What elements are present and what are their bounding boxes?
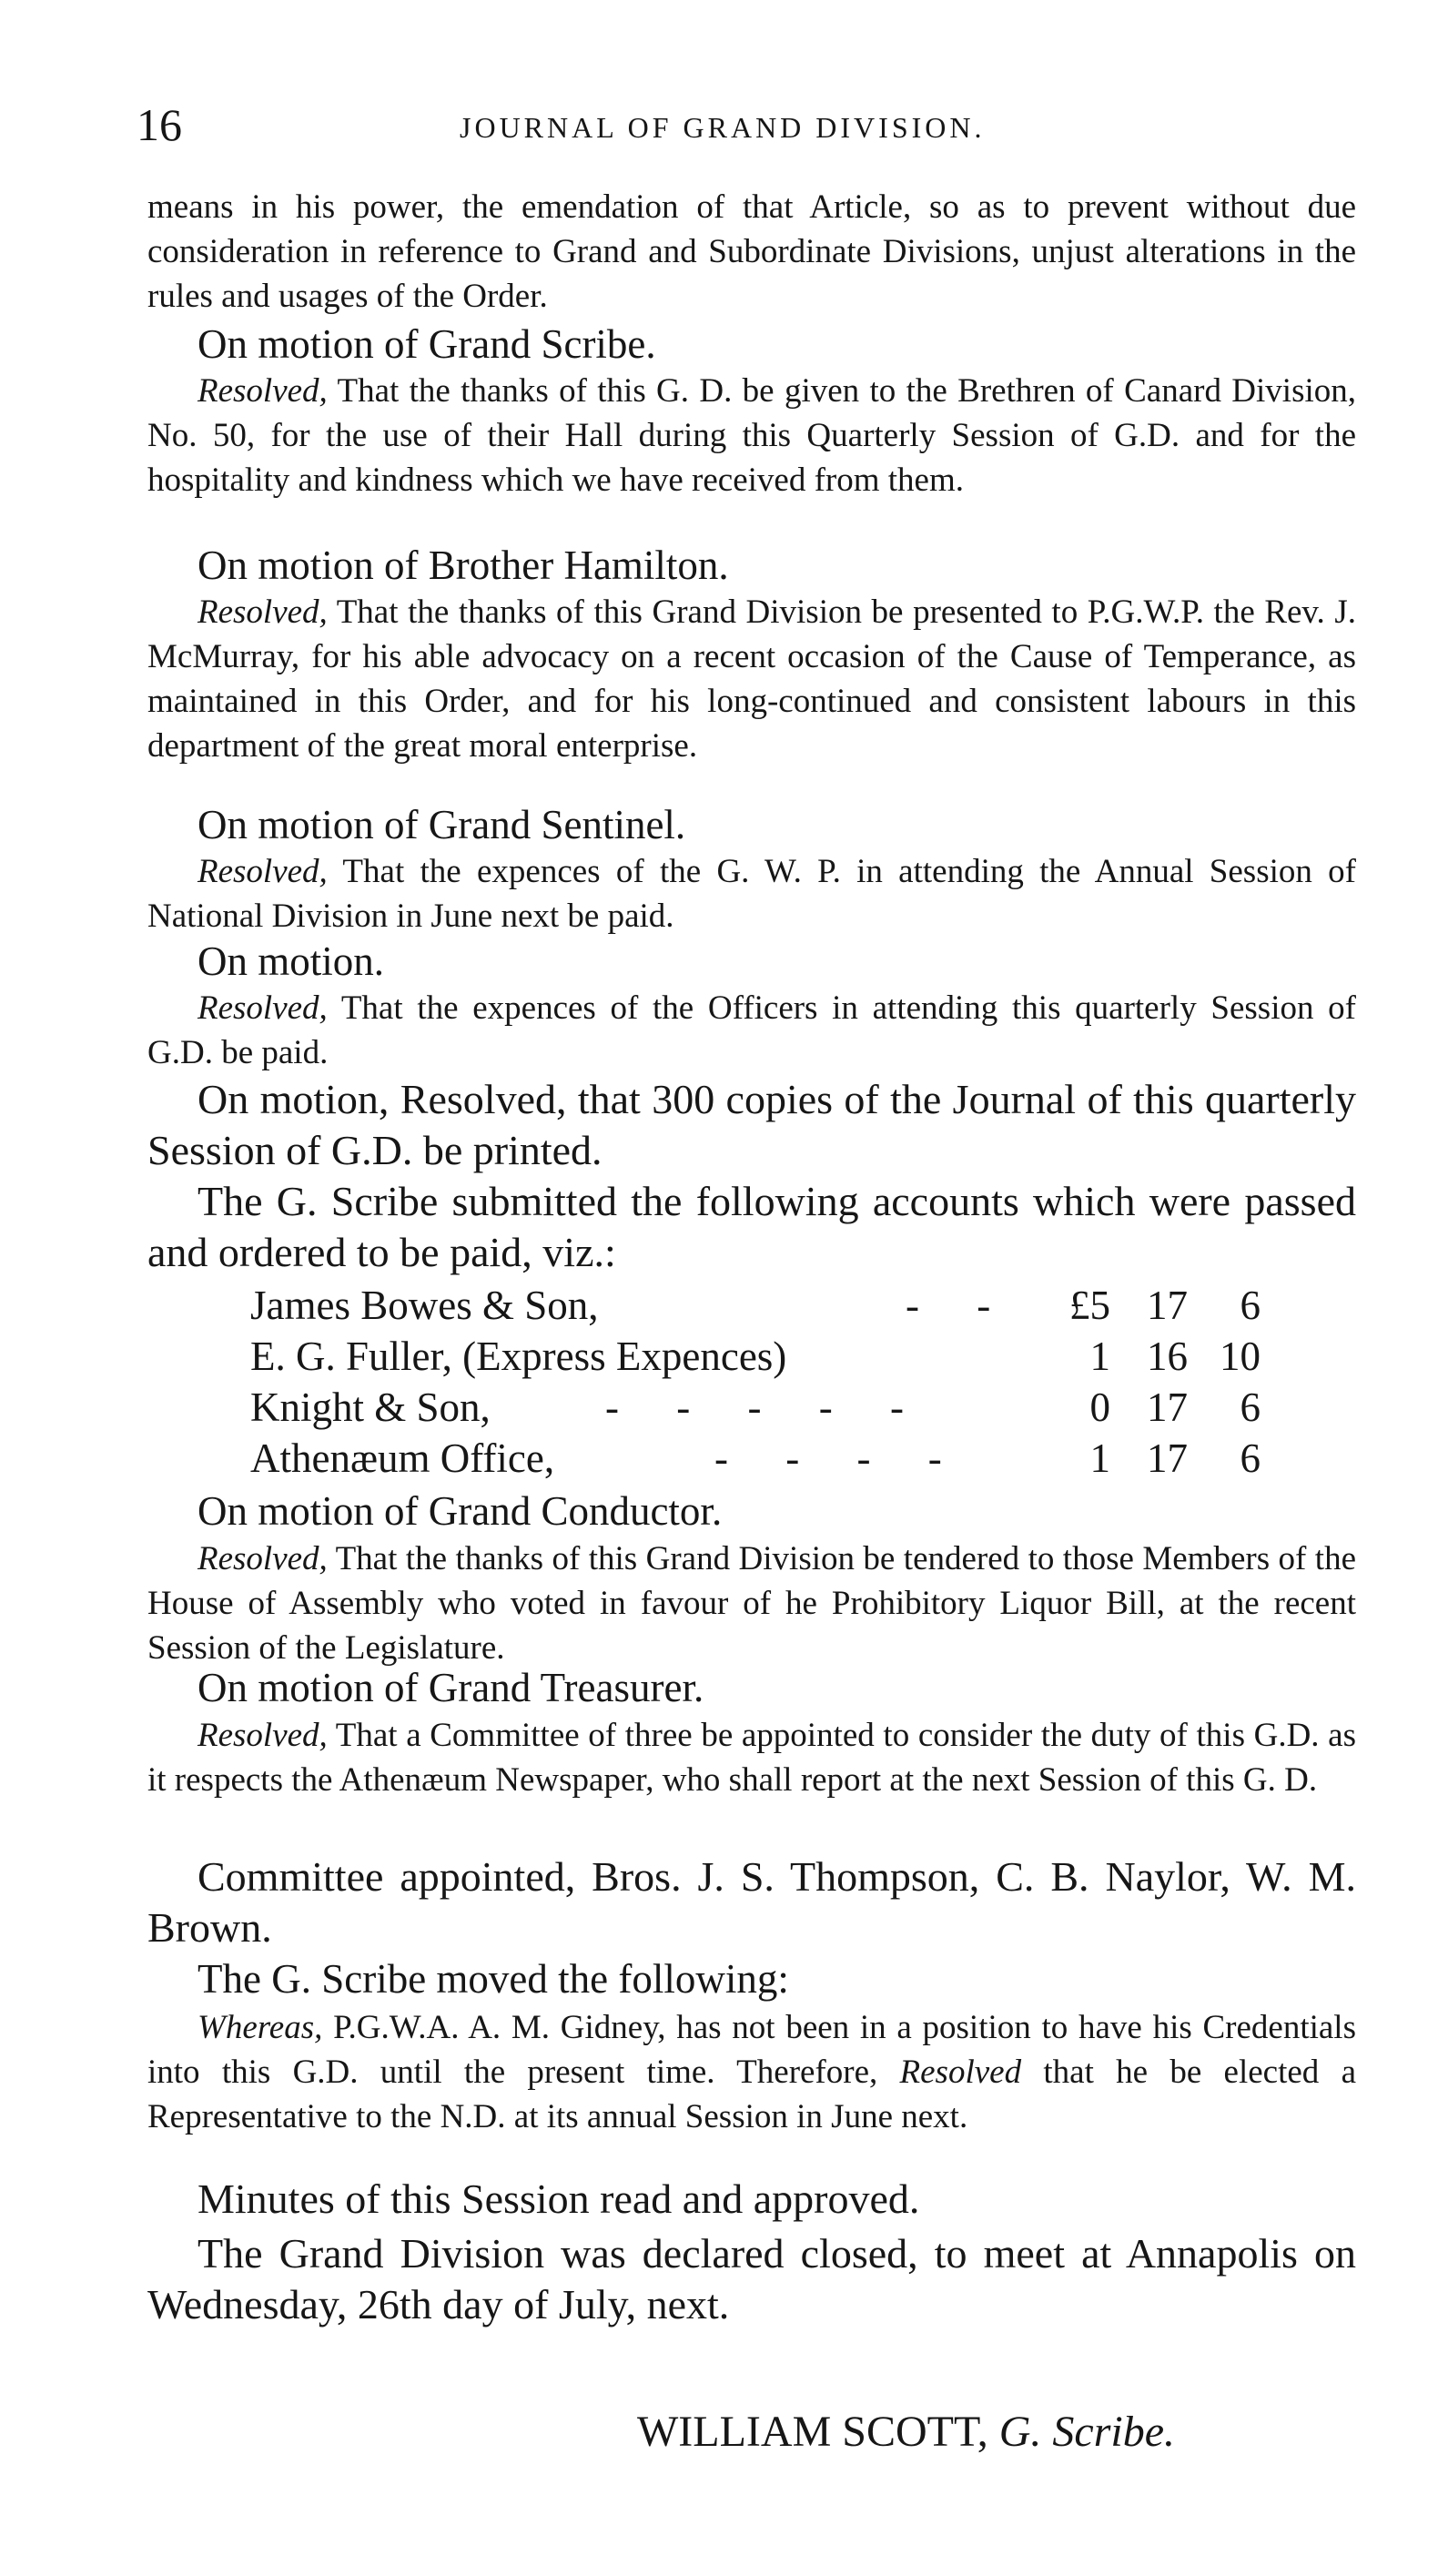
paragraph-text: The G. Scribe submitted the following accounts which were passed and ordered to be paid, viz.: xyxy=(147,1178,1356,1275)
paragraph-text: The Grand Division was declared closed, to meet at Annapolis on Wednesday, 26th day of July, next. xyxy=(147,2230,1356,2328)
leader-dashes: - - xyxy=(906,1283,1015,1328)
account-pounds: 1 xyxy=(1089,1435,1110,1481)
page-number: 16 xyxy=(137,99,182,150)
resolution-text: That a Committee of three be appointed to consider the duty of this G.D. as it respects the Athenæum Newspaper, who shall report at the next Session of this G. D. xyxy=(147,1717,1356,1799)
account-pounds: 1 xyxy=(1089,1334,1110,1379)
paragraph-text: On motion, Resolved, that 300 copies of the Journal of this quarterly Session of G.D. be printed. xyxy=(147,1076,1356,1173)
resolution xyxy=(147,369,1356,502)
resolution-label: Resolved, xyxy=(197,372,328,410)
resolution-label: Resolved, xyxy=(197,593,328,631)
motion-heading: On motion of Grand Scribe. xyxy=(197,321,656,367)
continued-paragraph xyxy=(147,185,1356,319)
resolution xyxy=(147,986,1356,1075)
leader-dashes: - - - - xyxy=(714,1435,966,1481)
account-name: James Bowes & Son, xyxy=(250,1283,599,1328)
motion-heading: On motion. xyxy=(197,938,385,984)
account-row xyxy=(250,1280,1261,1331)
account-pence: 6 xyxy=(1240,1283,1261,1328)
account-name: E. G. Fuller, (Express Expences) xyxy=(250,1334,787,1379)
accounts-intro xyxy=(147,1176,1356,1278)
motion-heading: On motion of Grand Sentinel. xyxy=(197,802,686,847)
account-shillings: 17 xyxy=(1147,1283,1188,1328)
account-pence: 6 xyxy=(1240,1435,1261,1481)
resolution-text: That the expences of the G. W. P. in attending the Annual Session of National Division in June next be paid. xyxy=(147,853,1356,935)
resolution-label: Resolved, xyxy=(197,853,328,890)
account-name: Knight & Son, xyxy=(250,1384,491,1430)
account-row xyxy=(250,1382,1261,1433)
resolution xyxy=(147,849,1356,938)
account-pounds: £5 xyxy=(1069,1283,1110,1328)
resolution-text: That the thanks of this G. D. be given to the Brethren of Canard Division, No. 50, for the use of their Hall during this Quarterly Session of G.D. and for the hospitality and kindness which we have received from them. xyxy=(147,372,1356,499)
motion-heading: On motion of Grand Treasurer. xyxy=(197,1665,704,1710)
account-pence: 6 xyxy=(1240,1384,1261,1430)
account-name: Athenæum Office, xyxy=(250,1435,555,1481)
account-shillings: 17 xyxy=(1147,1384,1188,1430)
signature-name: WILLIAM SCOTT, xyxy=(637,2408,988,2456)
leader-dashes: - - - - - xyxy=(605,1384,927,1430)
whereas-label: Whereas, xyxy=(197,2009,323,2046)
resolution xyxy=(147,590,1356,768)
committee-appointed xyxy=(147,1851,1356,1953)
page-header xyxy=(137,98,1338,153)
whereas-resolution xyxy=(147,2005,1356,2139)
resolved-label: Resolved xyxy=(899,2054,1022,2091)
resolution xyxy=(147,1536,1356,1670)
resolution-text: That the expences of the Officers in attending this quarterly Session of G.D. be paid. xyxy=(147,989,1356,1071)
minutes-approved xyxy=(147,2174,1356,2225)
resolution-label: Resolved, xyxy=(197,1540,328,1577)
resolution-label: Resolved, xyxy=(197,1717,328,1754)
running-head: JOURNAL OF GRAND DIVISION. xyxy=(460,111,986,144)
signature-title: G. Scribe. xyxy=(998,2408,1176,2456)
account-pounds: 0 xyxy=(1089,1384,1110,1430)
signature xyxy=(637,2407,1175,2457)
paragraph-text: means in his power, the emendation of that Article, so as to prevent without due consideration in reference to Grand and Subordinate Divisions, unjust alterations in the rules and usages of the Order. xyxy=(147,188,1356,315)
journal-print-motion xyxy=(147,1074,1356,1176)
resolution-text: that he be elected a Representative to the N.D. at its annual Session in June next. xyxy=(147,2054,1356,2135)
motion-heading: On motion of Grand Conductor. xyxy=(197,1488,723,1534)
account-pence: 10 xyxy=(1220,1334,1261,1379)
account-row xyxy=(250,1433,1261,1484)
accounts-list xyxy=(250,1280,1261,1484)
account-shillings: 16 xyxy=(1147,1334,1188,1379)
paragraph-text: Committee appointed, Bros. J. S. Thompson, C. B. Naylor, W. M. Brown. xyxy=(147,1853,1356,1951)
resolution-text: That the thanks of this Grand Division be tendered to those Members of the House of Assembly who voted in favour of he Prohibitory Liquor Bill, at the recent Session of the Legislature. xyxy=(147,1540,1356,1667)
resolution-label: Resolved, xyxy=(197,989,328,1027)
paragraph-text: Minutes of this Session read and approved. xyxy=(197,2175,920,2222)
resolution-text: P.G.W.A. A. M. Gidney, has not been in a position to have his Credentials into this G.D. until the present time. Therefore, xyxy=(147,2009,1356,2091)
closing-paragraph xyxy=(147,2228,1356,2330)
resolution-text: That the thanks of this Grand Division be presented to P.G.W.P. the Rev. J. McMurray, for his able advocacy on a recent occasion of the Cause of Temperance, as maintained in this Order, and for his long-continued and consistent labours in this department of the great moral enterprise. xyxy=(147,593,1356,765)
resolution xyxy=(147,1713,1356,1802)
motion-heading: On motion of Brother Hamilton. xyxy=(197,543,729,588)
scribe-motion-heading: The G. Scribe moved the following: xyxy=(197,1956,789,2002)
account-shillings: 17 xyxy=(1147,1435,1188,1481)
account-row xyxy=(250,1331,1261,1382)
